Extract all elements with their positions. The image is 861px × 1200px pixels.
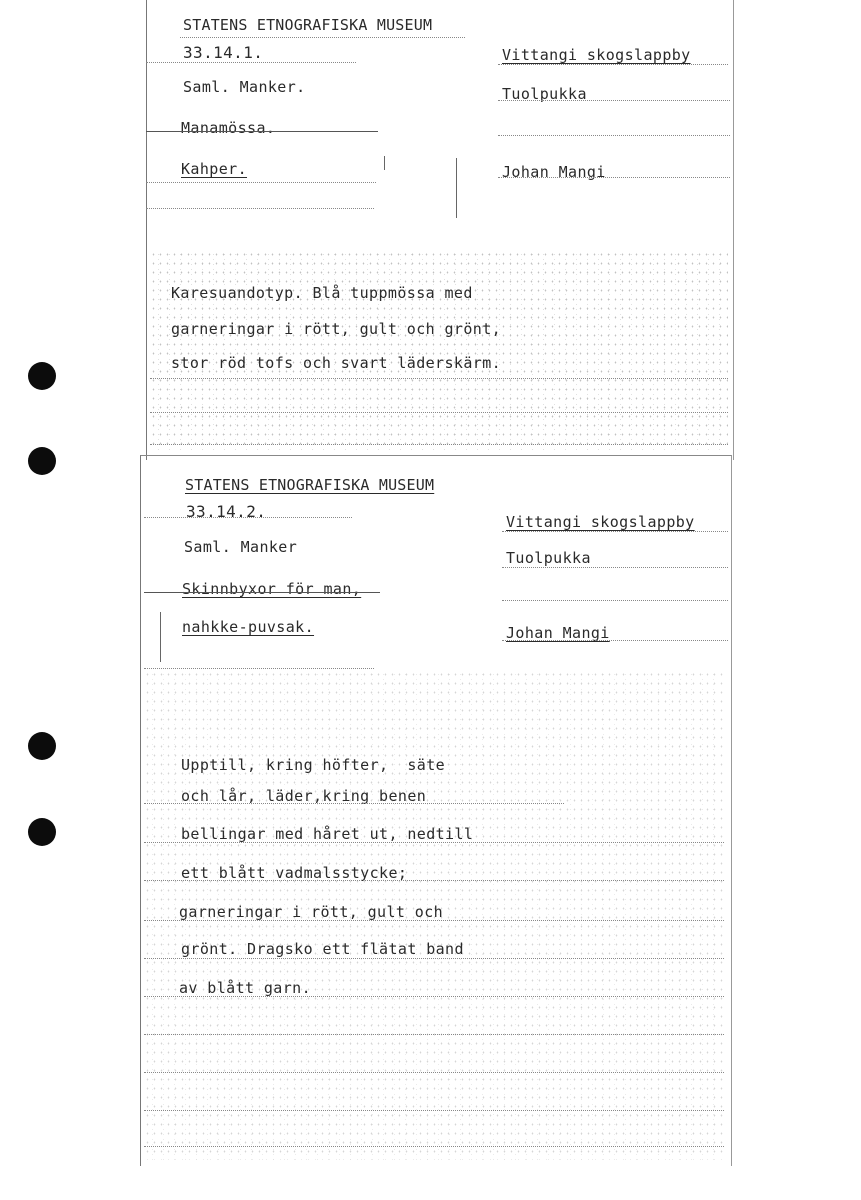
card2-description-rule [144, 920, 724, 921]
card1-heading-rule [180, 37, 465, 38]
card2-divider-tick [160, 612, 161, 662]
card2-person-rule [502, 640, 728, 641]
card1-object-rule [146, 131, 378, 132]
card1-description-line: garneringar i rött, gult och grönt, [171, 320, 502, 338]
card2-description-rule [144, 996, 724, 997]
card1-description-rule [150, 444, 728, 445]
card1-locality-rule [498, 100, 730, 101]
card1-collection: Saml. Manker. [183, 78, 306, 96]
card1-divider-tick [384, 156, 385, 170]
punch-hole [28, 447, 56, 475]
card2-place-rule [502, 531, 728, 532]
card1-number-rule [146, 62, 356, 63]
card1-museum-heading: STATENS ETNOGRAFISKA MUSEUM [183, 16, 433, 34]
punch-hole [28, 732, 56, 760]
card1-catalog-number: 33.14.1. [183, 43, 264, 62]
card1-blank-rule [498, 135, 730, 136]
punch-hole [28, 818, 56, 846]
card2-number-rule [144, 517, 352, 518]
card2-description-rule [144, 1072, 724, 1073]
card1-lower-rule [146, 208, 374, 209]
card2-description-rule [144, 842, 724, 843]
card2-description-line: Upptill, kring höfter, säte [181, 756, 446, 774]
card1-place-rule [498, 64, 728, 65]
card1-description-rule [150, 412, 728, 413]
card2-description-line: ett blått vadmalsstycke; [181, 864, 408, 882]
card2-description-line: garneringar i rött, gult och [179, 903, 444, 921]
card2-locality-rule [502, 567, 728, 568]
card2-sami-name: nahkke-puvsak. [182, 618, 315, 636]
card1-lower-rule [146, 182, 376, 183]
card2-catalog-number: 33.14.2. [186, 502, 267, 521]
card2-person: Johan Mangi [506, 624, 610, 642]
card1-object-name: Manamössa. [181, 119, 276, 137]
punch-hole [28, 362, 56, 390]
card2-collection: Saml. Manker [184, 538, 298, 556]
card1-person: Johan Mangi [502, 163, 606, 181]
card2-description-line: bellingar med håret ut, nedtill [181, 825, 474, 843]
card1-description-line: stor röd tofs och svart läderskärm. [171, 354, 502, 372]
card1-description-line: Karesuandotyp. Blå tuppmössa med [171, 284, 473, 302]
scan-noise [150, 250, 728, 450]
card2-object-name: Skinnbyxor för man, [182, 580, 362, 598]
card1-place: Vittangi skogslappby [502, 46, 691, 64]
card2-description-line: grönt. Dragsko ett flätat band [181, 940, 464, 958]
card2-description-rule [144, 1110, 724, 1111]
card1-sami-name: Kahper. [181, 160, 248, 178]
card1-locality: Tuolpukka [502, 85, 587, 103]
card2-locality: Tuolpukka [506, 549, 591, 567]
card1-description-rule [150, 378, 728, 379]
card2-blank-rule [502, 600, 728, 601]
card2-description-rule [144, 880, 724, 881]
card2-place: Vittangi skogslappby [506, 513, 695, 531]
card2-description-rule [144, 803, 564, 804]
card2-object-rule [144, 592, 380, 593]
card2-description-line: av blått garn. [179, 979, 312, 997]
card1-divider-tick [456, 158, 457, 218]
card1-person-rule [498, 177, 730, 178]
card2-museum-heading: STATENS ETNOGRAFISKA MUSEUM [185, 476, 435, 494]
card2-description-rule [144, 958, 724, 959]
card2-description-line: och lår, läder,kring benen [181, 787, 427, 805]
card2-lower-rule [144, 668, 374, 669]
card2-description-rule [144, 1034, 724, 1035]
card2-description-rule [144, 1146, 724, 1147]
